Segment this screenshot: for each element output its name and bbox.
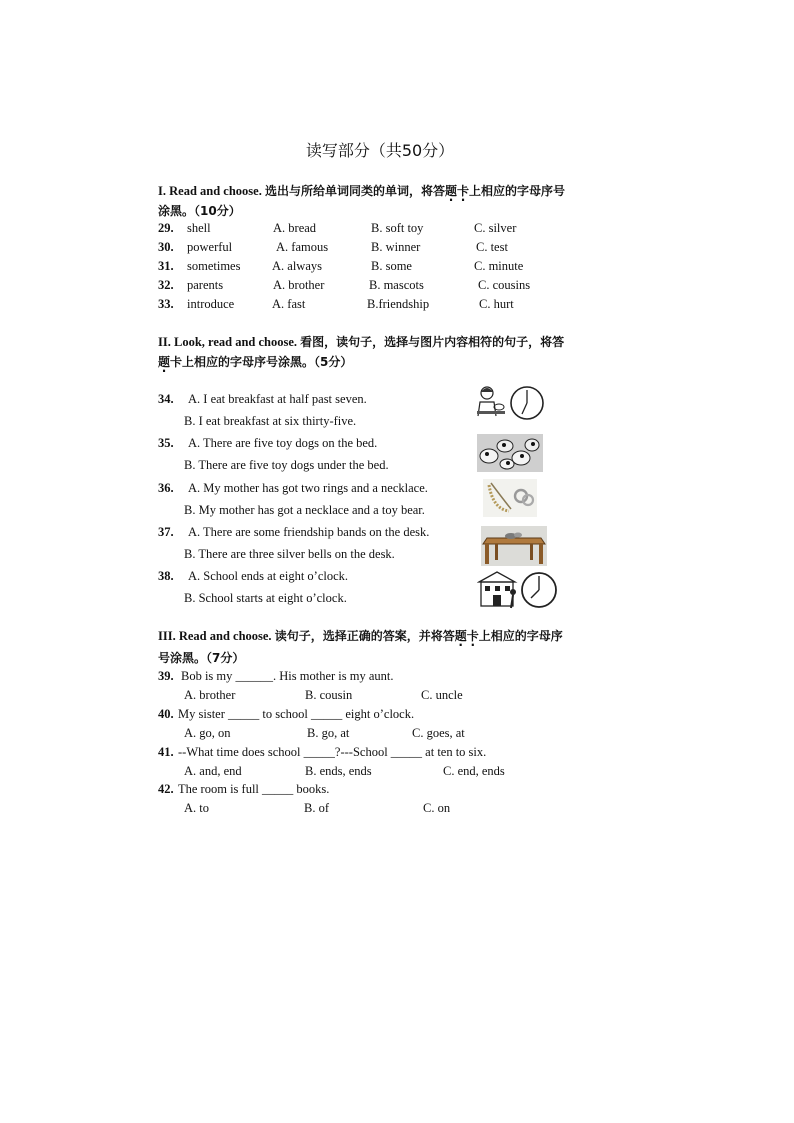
question-number: 31. (158, 259, 174, 273)
option-c: C. hurt (479, 297, 514, 311)
option-a: A. go, on (184, 726, 231, 740)
option-c: C. goes, at (412, 726, 465, 740)
option-b: B. ends, ends (305, 764, 372, 778)
section1-heading-cn-a: 选出与所给单词同类的单词，将答 (264, 184, 445, 198)
section2-heading-cn-b: 卡上相应的字母序号涂黑。（5分） (170, 355, 353, 369)
school-clock-icon (477, 570, 559, 612)
given-word: sometimes (187, 259, 241, 273)
option-b: B. School starts at eight o’clock. (184, 591, 347, 605)
option-b: B. cousin (305, 688, 353, 702)
question-number: 40. (158, 707, 174, 721)
option-c: C. cousins (478, 278, 531, 292)
option-c: C. silver (474, 221, 517, 235)
section3-heading-cn-dot1: 题 (454, 629, 467, 643)
question-text: My sister _____ to school _____ eight o’clock. (178, 707, 415, 721)
section3-heading-cn-b: 上相应的字母序 (478, 629, 563, 643)
section3-heading-en: III. Read and choose. (158, 629, 272, 643)
given-word: powerful (187, 240, 233, 254)
desk-icon (481, 526, 547, 566)
section1-heading-cn-dot1: 题 (444, 184, 457, 198)
option-b: B. mascots (369, 278, 424, 292)
option-a: A. and, end (184, 764, 242, 778)
section3-heading (158, 627, 563, 644)
section1-heading-line2: 涂黑。（10分） (158, 204, 241, 218)
question-text: --What time does school _____?---School _____ at ten to six. (178, 745, 487, 759)
section2-heading-cn-dot: 题 (158, 355, 171, 369)
section3-heading-cn-dot2: 卡 (466, 629, 479, 643)
option-a: A. bread (273, 221, 317, 235)
option-a: A. brother (184, 688, 236, 702)
section2-heading-cn-a: 看图，读句子，选择与图片内容相符的句子，将答 (300, 335, 565, 349)
necklace-rings-icon (483, 479, 537, 517)
option-b: B. go, at (307, 726, 350, 740)
option-b: B. My mother has got a necklace and a toy bear. (184, 503, 425, 517)
question-number: 36. (158, 481, 174, 495)
option-a: A. I eat breakfast at half past seven. (188, 392, 367, 406)
option-c: C. uncle (421, 688, 463, 702)
question-number: 39. (158, 669, 174, 683)
option-c: C. test (476, 240, 508, 254)
question-number: 33. (158, 297, 174, 311)
option-c: C. end, ends (443, 764, 505, 778)
option-b: B. soft toy (371, 221, 424, 235)
section3-heading-cn-a: 读句子，选择正确的答案，并将答 (274, 629, 455, 643)
option-a: A. famous (276, 240, 329, 254)
page-title: 读写部分（共50分） (305, 141, 455, 160)
question-text: Bob is my ______. His mother is my aunt. (181, 669, 394, 683)
question-number: 29. (158, 221, 174, 235)
option-a: A. There are some friendship bands on the desk. (188, 525, 430, 539)
question-number: 37. (158, 525, 174, 539)
question-number: 41. (158, 745, 174, 759)
question-number: 34. (158, 392, 174, 406)
option-b: B.friendship (367, 297, 430, 311)
option-a: A. to (184, 801, 209, 815)
section1-heading-en: I. Read and choose. (158, 184, 262, 198)
section1-heading-cn-b: 上相应的字母序号 (469, 184, 566, 198)
question-number: 30. (158, 240, 174, 254)
section2-heading (158, 333, 564, 350)
question-number: 35. (158, 436, 174, 450)
given-word: parents (187, 278, 224, 292)
question-number: 42. (158, 782, 174, 796)
section2-heading-line2 (158, 353, 352, 370)
question-number: 38. (158, 569, 174, 583)
question-number: 32. (158, 278, 174, 292)
section1-heading-cn-dot2: 卡 (457, 184, 470, 198)
toy-dogs-icon (477, 434, 543, 472)
option-c: C. on (423, 801, 451, 815)
option-a: A. fast (272, 297, 306, 311)
option-b: B. some (371, 259, 412, 273)
option-b: B. I eat breakfast at six thirty-five. (184, 414, 357, 428)
option-a: A. My mother has got two rings and a necklace. (188, 481, 428, 495)
option-b: B. of (304, 801, 329, 815)
section1-heading (158, 182, 565, 199)
boy-eating-clock-icon (475, 384, 545, 422)
option-a: A. School ends at eight o’clock. (188, 569, 349, 583)
option-a: A. There are five toy dogs on the bed. (188, 436, 378, 450)
given-word: shell (187, 221, 211, 235)
section2-heading-en: II. Look, read and choose. (158, 335, 298, 349)
question-text: The room is full _____ books. (178, 782, 330, 796)
given-word: introduce (187, 297, 235, 311)
option-b: B. There are five toy dogs under the bed. (184, 458, 389, 472)
option-b: B. winner (371, 240, 421, 254)
option-c: C. minute (474, 259, 524, 273)
option-a: A. brother (273, 278, 325, 292)
option-b: B. There are three silver bells on the desk. (184, 547, 395, 561)
option-a: A. always (272, 259, 322, 273)
section3-heading-line2: 号涂黑。（7分） (158, 651, 245, 665)
